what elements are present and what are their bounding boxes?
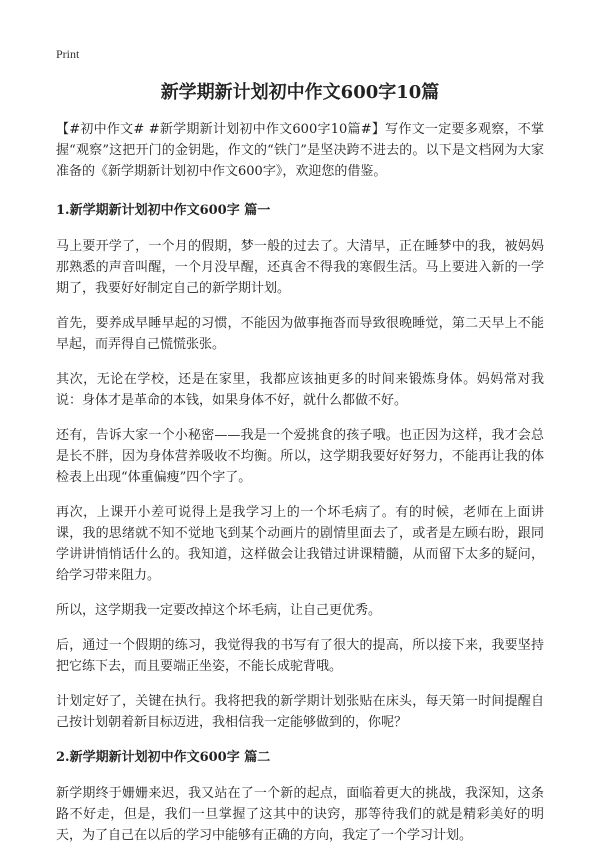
paragraph: 计划定好了，关键在执行。我将把我的新学期计划张贴在床头，每天第一时间提醒自己按计划朝着新目标迈进，我相信我一定能够做到的，你呢？ xyxy=(56,694,544,730)
section-heading: 2.新学期新计划初中作文600字 篇二 xyxy=(56,750,271,765)
paragraph: 首先，要养成早睡早起的习惯，不能因为做事拖沓而导致很晚睡觉，第二天早上不能早起，而弄得自己慌慌张张。 xyxy=(56,316,544,352)
paragraph: 新学期终于姗姗来迟，我又站在了一个新的起点，面临着更大的挑战，我深知，这条路不好走，但是，我们一旦掌握了这其中的诀窍，那等待我们的就是精彩美好的明天，为了自己在以后的学习中能够有正确的方向，我定了一个学习计划。 xyxy=(56,786,544,843)
paragraph: 再次，上课开小差可说得上是我学习上的一个坏毛病了。有的时候，老师在上面讲课，我的思绪就不知不觉地飞到某个动画片的剧情里面去了，或者是左顾右盼，跟同学讲讲悄悄话什么的。我知道，这样做会让我错过讲课精髓，从而留下太多的疑问，给学习带来阻力。 xyxy=(56,505,544,583)
paragraph: 后，通过一个假期的练习，我觉得我的书写有了很大的提高，所以接下来，我要坚持把它练下去，而且要端正坐姿，不能长成驼背哦。 xyxy=(56,638,544,674)
paragraph: 所以，这学期我一定要改掉这个坏毛病，让自己更优秀。 xyxy=(56,603,382,618)
paragraph: 其次，无论在学校，还是在家里，我都应该抽更多的时间来锻炼身体。妈妈常对我说：身体才是革命的本钱，如果身体不好，就什么都做不好。 xyxy=(56,372,544,408)
print-link[interactable]: Print xyxy=(56,47,80,61)
section-heading: 1.新学期新计划初中作文600字 篇一 xyxy=(56,203,271,218)
page-title: 新学期新计划初中作文600字10篇 xyxy=(160,82,440,103)
intro-paragraph: 【#初中作文# #新学期新计划初中作文600字10篇#】写作文一定要多观察，不掌握“观察”这把开门的金钥匙，作文的“铁门”是坚决跨不进去的。以下是文档网为大家准备的《新学期新计划初中作文600字》，欢迎您的借鉴。 xyxy=(56,122,544,179)
paragraph: 还有，告诉大家一个小秘密——我是一个爱挑食的孩子哦。也正因为这样，我才会总是长不胖，因为身体营养吸收不均衡。所以，这学期我要好好努力，不能再让我的体检表上出现“体重偏瘦”四个字了。 xyxy=(56,428,544,485)
article-body xyxy=(56,119,544,860)
paragraph: 马上要开学了，一个月的假期，梦一般的过去了。大清早，正在睡梦中的我，被妈妈那熟悉的声音叫醒，一个月没早醒，还真舍不得我的寒假生活。马上要进入新的一学期了，我要好好制定自己的新学期计划。 xyxy=(56,239,544,296)
